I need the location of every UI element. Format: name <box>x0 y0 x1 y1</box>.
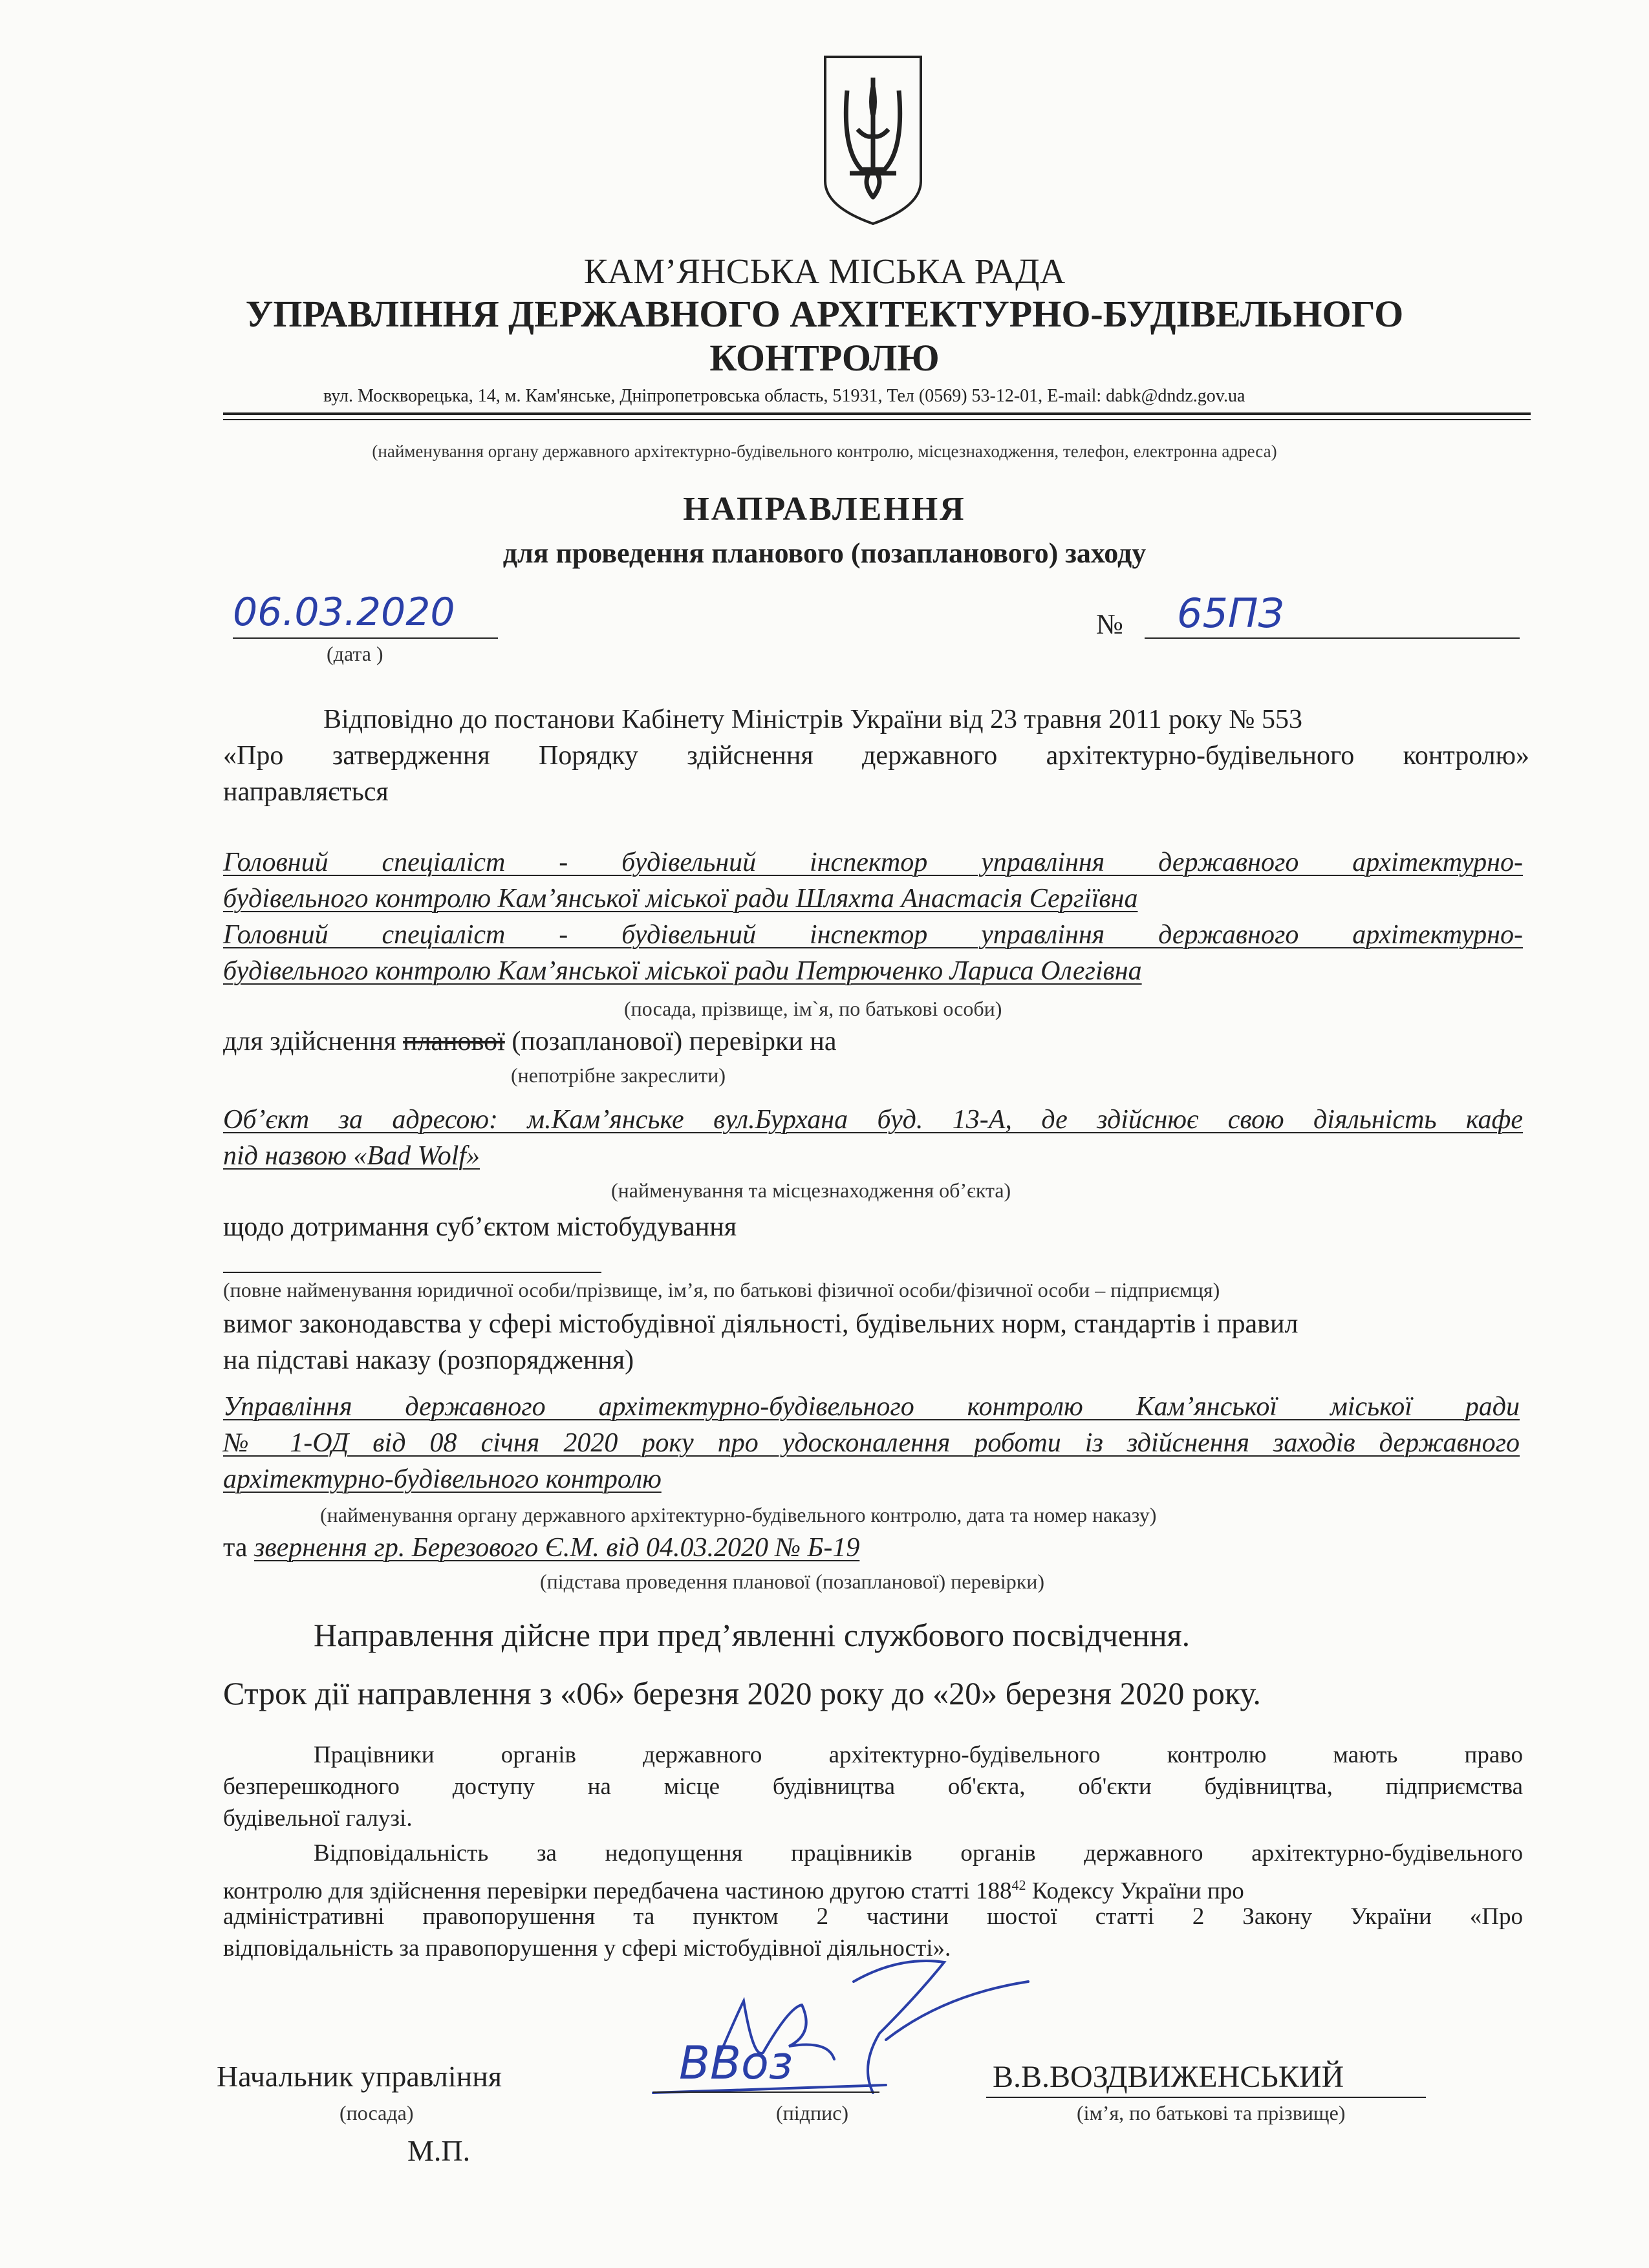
subject-text: щодо дотримання суб’єктом містобудування <box>223 1212 737 1242</box>
coat-of-arms-icon <box>821 52 925 228</box>
signatory-position: Начальник управління <box>217 2060 502 2093</box>
order-line1: Управління державного архітектурно-будівельного контролю Кам’янської міської ради <box>223 1392 1520 1422</box>
department-address: вул. Москворецька, 14, м. Кам'янське, Дніпропетровська область, 51931, Тел (0569) 53-12-01, E-mail: dabk@dndz.gov.ua <box>323 386 1245 406</box>
order-line2: № 1-ОД від 08 січня 2020 року про удосконалення роботи із здійснення заходів державного <box>223 1428 1520 1458</box>
object-hint: (найменування та місцезнаходження об’єкта) <box>611 1179 1011 1202</box>
inspectors-hint: (посада, прізвище, ім`я, по батькові особи) <box>624 997 1002 1020</box>
note1-line2: безперешкодного доступу на місце будівництва об'єкта, об'єкти будівництва, підприємства <box>223 1773 1523 1800</box>
requirements-line2: на підставі наказу (розпорядження) <box>223 1345 634 1375</box>
document-title: НАПРАВЛЕННЯ <box>683 491 966 528</box>
inspector2-line2: будівельного контролю Кам’янської міської ради Петрюченко Лариса Олегівна <box>223 956 1142 986</box>
check-struck-planned: планової <box>403 1027 505 1056</box>
header-divider-thick <box>223 412 1531 415</box>
basis-line <box>223 1530 859 1566</box>
signature-script: ВВоз <box>679 2037 793 2090</box>
object-line2: під назвою «Bad Wolf» <box>223 1141 480 1171</box>
subject-hint: (повне найменування юридичної особи/прізвище, ім’я, по батькові фізичної особи/фізичної особи – підприємця) <box>223 1278 1220 1301</box>
inspector1-line1: Головний спеціаліст - будівельний інспектор управління державного архітектурно- <box>223 848 1523 877</box>
inspector1-line2: будівельного контролю Кам’янської міської ради Шляхта Анастасія Сергіївна <box>223 884 1138 914</box>
number-underline <box>1145 637 1520 639</box>
date-hint: (дата ) <box>327 642 383 665</box>
note1-line3: будівельної галузі. <box>223 1805 413 1832</box>
inspector2-line1: Головний спеціаліст - будівельний інспектор управління державного архітектурно- <box>223 920 1523 950</box>
stamp-place: М.П. <box>407 2134 471 2167</box>
validity-line2: Строк дії направлення з «06» березня 2020 року до «20» березня 2020 року. <box>223 1675 1261 1711</box>
number-sign: № <box>1096 608 1123 640</box>
council-name: КАМ’ЯНСЬКА МІСЬКА РАДА <box>583 251 1066 291</box>
document-subtitle: для проведення планового (позапланового) заходу <box>502 537 1147 569</box>
order-hint: (найменування органу державного архітектурно-будівельного контролю, дата та номер наказу) <box>320 1503 1157 1526</box>
signatory-name-hint: (ім’я, по батькові та прізвище) <box>1077 2101 1346 2124</box>
intro-line2: «Про затвердження Порядку здійснення державного архітектурно-будівельного контролю» <box>223 741 1529 771</box>
department-name-line2: КОНТРОЛЮ <box>709 337 940 379</box>
signatory-position-hint: (посада) <box>339 2101 414 2124</box>
intro-line3: направляється <box>223 777 389 807</box>
note2-line1: Відповідальність за недопущення працівників органів державного архітектурно-будівельного <box>314 1840 1523 1867</box>
note2-article-superscript: 42 <box>1011 1877 1026 1893</box>
intro-line1: Відповідно до постанови Кабінету Міністрів України від 23 травня 2011 року № 553 <box>323 705 1302 734</box>
requirements-line1: вимог законодавства у сфері містобудівної діяльності, будівельних норм, стандартів і правил <box>223 1309 1299 1339</box>
check-prefix: для здійснення <box>223 1027 396 1056</box>
object-line1: Об’єкт за адресою: м.Кам’янське вул.Бурхана буд. 13-А, де здійснює свою діяльність кафе <box>223 1105 1523 1135</box>
note1-line1: Працівники органів державного архітектурно-будівельного контролю мають право <box>314 1742 1523 1768</box>
validity-line1: Направлення дійсне при пред’явленні службового посвідчення. <box>314 1617 1191 1653</box>
number-value: 65ПЗ <box>1177 590 1284 637</box>
signatory-name: В.В.ВОЗДВИЖЕНСЬКИЙ <box>993 2060 1344 2094</box>
order-line3: архітектурно-будівельного контролю <box>223 1464 662 1494</box>
check-suffix: (позапланової) перевірки на <box>512 1027 837 1056</box>
date-underline <box>233 637 498 639</box>
basis-text: звернення гр. Березового Є.М. від 04.03.2020 № Б-19 <box>254 1533 860 1563</box>
date-value: 06.03.2020 <box>233 590 455 635</box>
department-hint: (найменування органу державного архітектурно-будівельного контролю, місцезнаходження, телефон, електронна адреса) <box>372 442 1277 461</box>
note2-line4: відповідальність за правопорушення у сфері містобудівної діяльності». <box>223 1935 951 1962</box>
handwritten-signature <box>640 1943 1041 2111</box>
signature-line <box>653 2091 879 2093</box>
note2-line2-a: контролю для здійснення перевірки передбачена частиною другою статті 188 <box>223 1878 1012 1905</box>
signatory-name-underline <box>986 2097 1426 2098</box>
header-divider-thin <box>223 419 1531 420</box>
department-name-line1: УПРАВЛІННЯ ДЕРЖАВНОГО АРХІТЕКТУРНО-БУДІВЕЛЬНОГО <box>245 293 1404 335</box>
signature-hint: (підпис) <box>776 2101 849 2124</box>
basis-prefix: та <box>223 1533 248 1563</box>
subject-blank-line <box>223 1272 601 1273</box>
basis-hint: (підстава проведення планової (позапланової) перевірки) <box>540 1570 1045 1593</box>
note2-line3: адміністративні правопорушення та пунктом 2 частини шостої статті 2 Закону України «Про <box>223 1903 1523 1930</box>
note2-line2-b: Кодексу України про <box>1026 1878 1244 1905</box>
check-type-line <box>223 1023 836 1060</box>
check-hint: (непотрібне закреслити) <box>511 1064 726 1087</box>
